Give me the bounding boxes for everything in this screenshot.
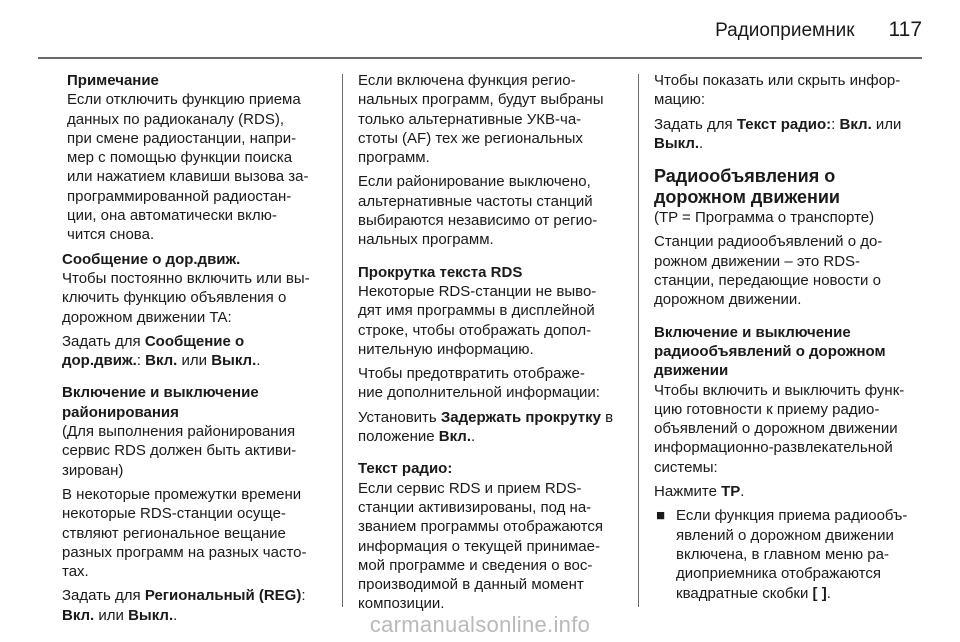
text-line: Некоторые RDS-станции не выво- (358, 282, 597, 300)
note-text (67, 90, 332, 244)
tp-key-label: TP (721, 483, 741, 501)
scroll-set-prefix: Установить (358, 408, 441, 426)
regional-intro (62, 422, 332, 480)
page-number: 117 (888, 18, 922, 41)
set-or: или (871, 115, 902, 133)
column-2 (358, 71, 630, 614)
regional-body (62, 485, 332, 581)
prevent-text (358, 364, 630, 403)
text-line: информация о текущей принимае- (358, 537, 600, 555)
radio-text-on-option: Вкл. (839, 115, 872, 133)
text-line: станции, передающие новости о (654, 272, 881, 290)
scroll-setting (358, 408, 630, 447)
scroll-set-after: в (600, 408, 614, 426)
text-line: композиции. (358, 595, 445, 613)
regional-off-text (358, 172, 630, 249)
text-line: Чтобы показать или скрыть инфор- (654, 72, 901, 89)
set-prefix: Задать для (654, 115, 737, 133)
radio-text-setting (654, 115, 930, 154)
heading-line: радиообъявлений о дорожном (654, 342, 886, 360)
regional-intro-line: (Для выполнения районирования (62, 423, 296, 441)
column-divider-2 (638, 74, 639, 607)
text-line: включена, в главном меню ра- (676, 545, 889, 563)
text-line: нительную информацию. (358, 340, 534, 358)
ta-setting (62, 332, 332, 371)
text-line: цию готовности к приему радио- (654, 400, 880, 418)
page-title: Радиоприемник (715, 20, 855, 41)
note-line: ции, она автоматически вклю- (67, 207, 277, 225)
show-text (654, 71, 930, 110)
press-end: . (740, 483, 745, 501)
text-line: нальных программ. (358, 231, 494, 249)
text-line: Если включена функция регио- (358, 72, 576, 89)
radio-text-body (358, 479, 630, 614)
text-line: диоприемника отображаются (676, 565, 881, 583)
tp-heading-line: дорожном движении (654, 187, 840, 208)
note-line: данных по радиоканалу (RDS), (67, 110, 285, 128)
page-header (715, 18, 922, 48)
text-line: строке, чтобы отображать допол- (358, 321, 592, 339)
text-line: Чтобы включить и выключить функ- (654, 381, 905, 399)
text-line: мой программе и сведения о вос- (358, 556, 593, 574)
text-line: дят имя программы в дисплейной (358, 302, 595, 320)
regional-end: . (173, 606, 178, 624)
regional-intro-line: сервис RDS должен быть активи- (62, 442, 297, 460)
note-title: Примечание (67, 72, 159, 89)
radio-text-off-option: Выкл. (654, 134, 700, 152)
text-line: квадратные скобки (676, 584, 813, 602)
text-line: информационно-развлекательной (654, 439, 893, 457)
text-line: станции активизированы, под на- (358, 498, 592, 516)
scroll-on-option: Вкл. (438, 428, 472, 446)
ta-colon: : (136, 352, 146, 370)
regional-off-option: Выкл. (128, 606, 174, 624)
regional-heading (62, 383, 332, 422)
text-line: производимой в данный момент (358, 576, 584, 594)
scroll-heading: Прокрутка текста RDS (358, 263, 523, 281)
ta-set-prefix: Задать для (62, 332, 145, 350)
scroll-set-prefix-2: положение (358, 428, 439, 446)
tp-onoff-text (654, 381, 930, 477)
tp-heading (654, 166, 930, 208)
heading-line: движении (654, 362, 729, 380)
column-divider-1 (342, 74, 343, 607)
heading-line: Включение и выключение (654, 323, 851, 341)
note-line: Если отключить функцию приема (67, 91, 301, 109)
text-line: ние дополнительной информации: (358, 384, 600, 402)
text-line: явлений о дорожном движении (676, 526, 894, 544)
text-line: рожном движении – это RDS- (654, 252, 861, 270)
text-line: званием программы отображаются (358, 518, 603, 536)
text-line: программ. (358, 149, 430, 167)
regional-or: или (94, 606, 129, 624)
regional-on-text (358, 71, 630, 167)
note-line: чится снова. (67, 226, 155, 244)
ta-text (62, 269, 332, 327)
ta-menu-item-cont: дор.движ. (62, 352, 137, 370)
ta-off-option: Выкл. (211, 352, 257, 370)
column-3 (654, 71, 930, 603)
text-line: Станции радиообъявлений о до- (654, 233, 883, 251)
regional-body-line: разных программ на разных часто- (62, 543, 307, 561)
tp-onoff-heading (654, 323, 930, 381)
scroll-end: . (471, 428, 476, 446)
regional-on-option: Вкл. (62, 606, 95, 624)
text-line: стоты (AF) тех же региональных (358, 129, 583, 147)
header-rule (38, 57, 922, 59)
bullet-square-icon: ■ (656, 507, 666, 525)
scroll-menu-item: Задержать прокрутку (440, 408, 601, 426)
regional-colon: : (301, 587, 306, 605)
ta-menu-item: Сообщение о (144, 332, 245, 350)
radio-text-menu-item: Текст радио: (736, 115, 832, 133)
watermark: carmanualsonline.info (369, 612, 591, 637)
regional-body-line: ствляют региональное вещание (62, 524, 286, 542)
text-line: Если районирование выключено, (358, 173, 591, 191)
note-box (62, 71, 332, 245)
tp-heading-line: Радиообъявления о (654, 166, 836, 187)
note-line: мер с помощью функции поиска (67, 149, 293, 167)
bullet-item (654, 506, 930, 602)
text-line: дорожном движении. (654, 291, 802, 309)
set-end: . (699, 134, 704, 152)
tp-text (654, 232, 930, 309)
column-1 (62, 71, 332, 625)
text-line: Если функция приема радиообъ- (676, 507, 908, 525)
ta-end: . (256, 352, 261, 370)
regional-menu-item: Региональный (REG) (144, 587, 302, 605)
tp-subtitle: (TP = Программа о транспорте) (654, 209, 875, 227)
press-prefix: Нажмите (654, 483, 722, 501)
ta-line: ключить функцию объявления о (62, 289, 287, 307)
text-line: Чтобы предотвратить отображе- (358, 365, 585, 383)
radio-text-heading: Текст радио: (358, 460, 453, 478)
ta-line: Чтобы постоянно включить или вы- (62, 269, 310, 287)
text-line: системы: (654, 458, 718, 476)
note-line: программированной радиостан- (67, 187, 292, 205)
regional-body-line: некоторые RDS-станции осуще- (62, 505, 286, 523)
scroll-text (358, 282, 630, 359)
text-line: выбираются независимо от регио- (358, 212, 598, 230)
regional-body-line: В некоторые промежутки времени (62, 485, 302, 503)
bullet-text (676, 506, 907, 602)
note-line: или нажатием клавиши вызова за- (67, 168, 309, 186)
ta-or: или (177, 352, 212, 370)
brackets-symbol: [ ] (812, 584, 827, 602)
text-line: мацию: (654, 91, 706, 109)
set-colon: : (831, 115, 840, 133)
ta-heading: Сообщение о дор.движ. (62, 250, 241, 268)
text-line: Если сервис RDS и прием RDS- (358, 479, 582, 497)
press-tp-text (654, 482, 930, 501)
text-line: только альтернативные УКВ-ча- (358, 110, 582, 128)
regional-intro-line: зирован) (62, 461, 124, 479)
ta-on-option: Вкл. (145, 352, 178, 370)
text-line: нальных программ, будут выбраны (358, 91, 604, 109)
regional-heading-line: Включение и выключение (62, 384, 259, 402)
regional-body-line: тах. (62, 563, 89, 581)
note-line: при смене радиостанции, напри- (67, 129, 297, 147)
text-line: объявлений о дорожном движении (654, 420, 898, 438)
text-line: альтернативные частоты станций (358, 192, 593, 210)
bullet-end: . (826, 584, 831, 602)
ta-line: дорожном движении TA: (62, 308, 232, 326)
regional-heading-line: районирования (62, 403, 179, 421)
regional-set-prefix: Задать для (62, 587, 145, 605)
